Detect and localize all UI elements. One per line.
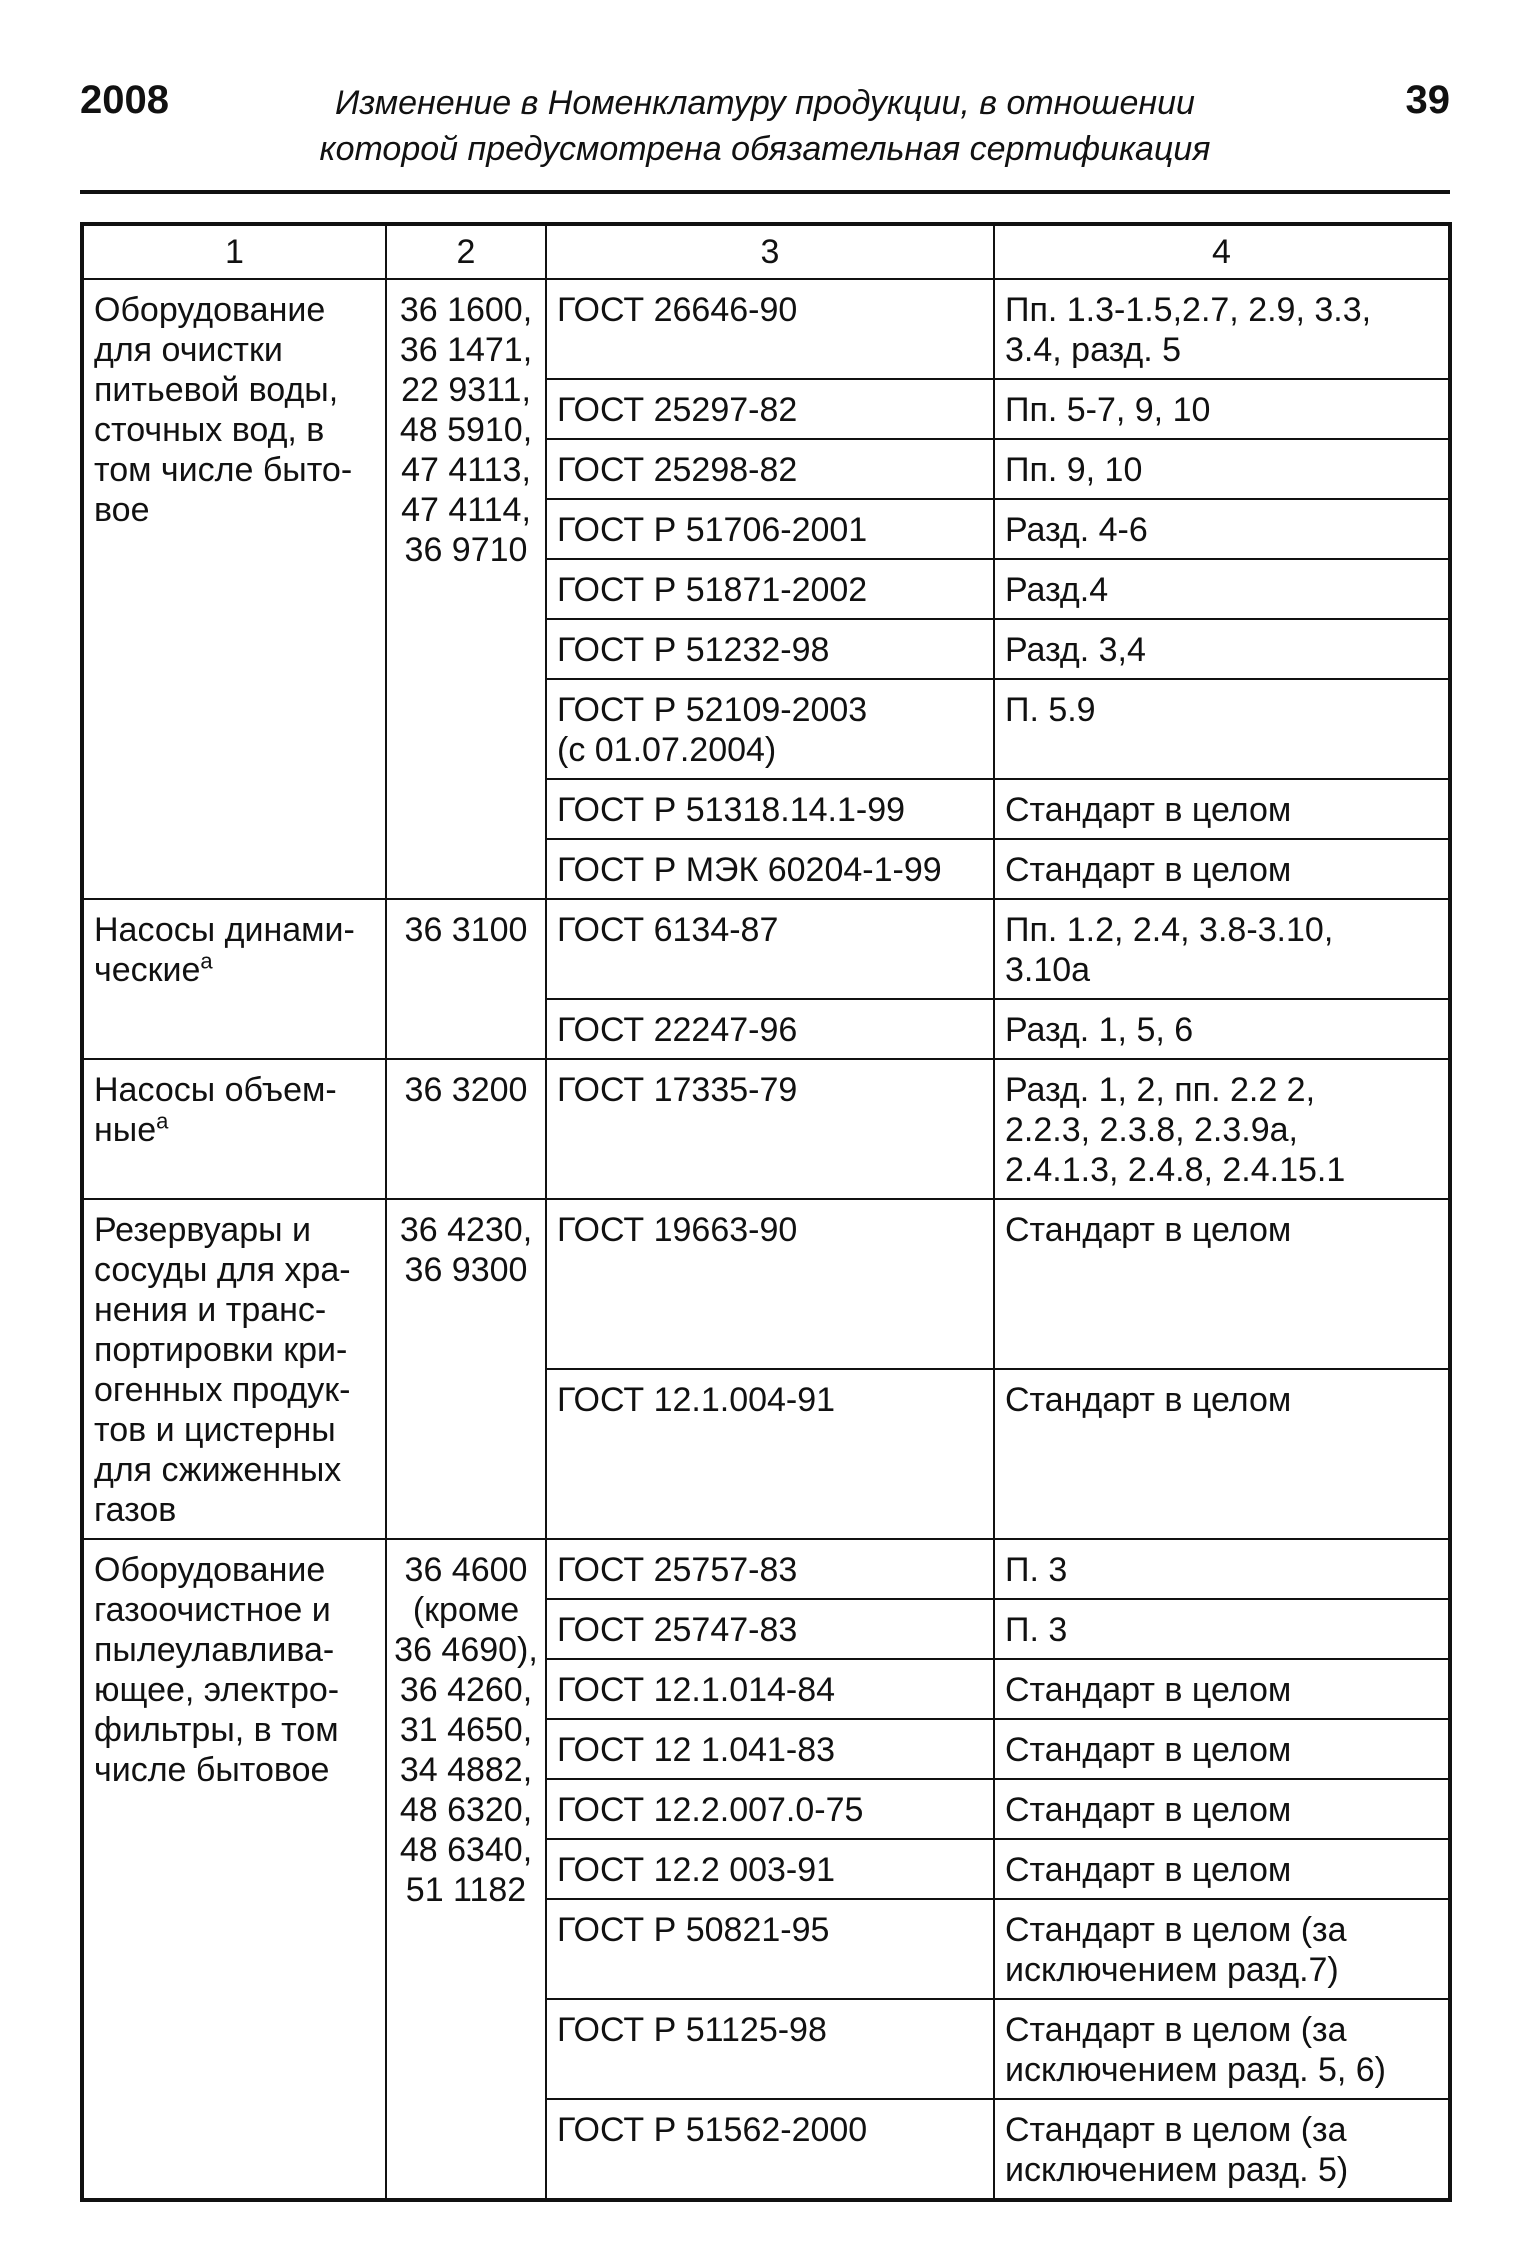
- sections-cell: [994, 779, 1450, 839]
- page-title: [200, 80, 1330, 172]
- product-name-cell-line: [94, 1450, 375, 1490]
- product-name-cell-text: фильтры, в том: [94, 1711, 339, 1749]
- standard-cell: [546, 679, 994, 779]
- product-code-cell-line: [391, 1870, 541, 1910]
- product-code-cell: [386, 1059, 546, 1199]
- standard-cell: [546, 1779, 994, 1839]
- certification-table: [80, 222, 1452, 2202]
- product-name-cell-line: [94, 1670, 375, 1710]
- table-row: [82, 1059, 1450, 1199]
- footnote-mark: а: [156, 1108, 169, 1134]
- standard-cell: [546, 779, 994, 839]
- product-code-cell-text: 36 1600,: [399, 291, 533, 329]
- standard-cell-line: [557, 390, 983, 430]
- product-code-cell-text: 36 4690),: [394, 1631, 538, 1669]
- standard-cell-line: [557, 850, 983, 890]
- year: 2008: [80, 78, 169, 122]
- standard-cell-line: [557, 1910, 983, 1950]
- product-code-cell-line: [391, 330, 541, 370]
- product-name-cell-line: [94, 1290, 375, 1330]
- sections-cell-text: Стандарт в целом (за: [1005, 1911, 1347, 1949]
- column-header: 3: [546, 224, 994, 279]
- product-name-cell: [82, 1539, 386, 2200]
- product-name-cell-line: [94, 1750, 375, 1790]
- sections-cell-line: [1005, 570, 1442, 610]
- sections-cell-text: Разд. 3,4: [1005, 631, 1146, 669]
- product-name-cell-text: том числе быто-: [94, 451, 353, 489]
- standard-cell: [546, 439, 994, 499]
- sections-cell-text: Стандарт в целом: [1005, 1731, 1292, 1769]
- sections-cell-text: 3.10а: [1005, 951, 1091, 989]
- sections-cell: [994, 1779, 1450, 1839]
- product-code-cell-text: (кроме: [412, 1591, 520, 1629]
- standard-cell-text: ГОСТ 12.2.007.0-75: [557, 1791, 864, 1829]
- product-name-cell-text: вое: [94, 491, 150, 529]
- sections-cell: [994, 999, 1450, 1059]
- standard-cell-text: ГОСТ Р 51871-2002: [557, 571, 868, 609]
- product-code-cell-line: [391, 1590, 541, 1630]
- standard-cell-line: [557, 570, 983, 610]
- sections-cell-text: Стандарт в целом (за: [1005, 2011, 1347, 2049]
- sections-cell-line: [1005, 1210, 1442, 1250]
- sections-cell: [994, 1599, 1450, 1659]
- standard-cell: [546, 1059, 994, 1199]
- product-name-cell-line: [94, 290, 375, 330]
- sections-cell-text: исключением разд.7): [1005, 1951, 1339, 1989]
- standard-cell-line: [557, 790, 983, 830]
- sections-cell-line: [1005, 1950, 1442, 1990]
- sections-cell-text: Стандарт в целом: [1005, 1851, 1292, 1889]
- sections-cell: [994, 439, 1450, 499]
- standard-cell-text: ГОСТ 22247-96: [557, 1011, 798, 1049]
- product-code-cell-text: 36 4230,: [399, 1211, 533, 1249]
- sections-cell: [994, 1839, 1450, 1899]
- sections-cell-line: [1005, 1070, 1442, 1110]
- standard-cell: [546, 2099, 994, 2200]
- product-name-cell-line: [94, 1250, 375, 1290]
- product-name-cell-text: для сжиженных: [94, 1451, 342, 1489]
- standard-cell-line: [557, 1380, 983, 1420]
- product-name-cell-line: [94, 910, 375, 950]
- product-name-cell-text: тов и цистерны: [94, 1411, 336, 1449]
- product-code-cell-text: 47 4114,: [401, 491, 531, 529]
- product-code-cell-text: 31 4650,: [399, 1711, 533, 1749]
- sections-cell-line: [1005, 330, 1442, 370]
- sections-cell-text: 3.4, разд. 5: [1005, 331, 1182, 369]
- standard-cell: [546, 1599, 994, 1659]
- column-header: 2: [386, 224, 546, 279]
- sections-cell-line: [1005, 1670, 1442, 1710]
- standard-cell: [546, 1999, 994, 2099]
- standard-cell: [546, 559, 994, 619]
- standard-cell-text: ГОСТ 25297-82: [557, 391, 798, 429]
- product-name-cell-text: огенных продук-: [94, 1371, 351, 1409]
- product-name-cell-line: [94, 410, 375, 450]
- sections-cell: [994, 839, 1450, 899]
- standard-cell: [546, 619, 994, 679]
- sections-cell-line: [1005, 2150, 1442, 2190]
- sections-cell-text: Стандарт в целом: [1005, 1671, 1292, 1709]
- sections-cell-text: П. 3: [1005, 1551, 1068, 1589]
- product-code-cell-text: 48 5910,: [399, 411, 533, 449]
- sections-cell: [994, 1059, 1450, 1199]
- sections-cell: [994, 899, 1450, 999]
- product-name-cell-line: [94, 1490, 375, 1530]
- sections-cell-line: [1005, 1790, 1442, 1830]
- product-name-cell-text: нения и транс-: [94, 1291, 327, 1329]
- standard-cell-text: ГОСТ 6134-87: [557, 911, 779, 949]
- product-name-cell-line: [94, 490, 375, 530]
- sections-cell: [994, 559, 1450, 619]
- product-name-cell-line: [94, 1550, 375, 1590]
- standard-cell-line: [557, 1010, 983, 1050]
- product-code-cell-text: 22 9311,: [401, 371, 531, 409]
- sections-cell-text: Разд.4: [1005, 571, 1109, 609]
- product-name-cell-line: [94, 1210, 375, 1250]
- product-code-cell-line: [391, 370, 541, 410]
- standard-cell-line: [557, 1210, 983, 1250]
- sections-cell-text: исключением разд. 5): [1005, 2151, 1349, 2189]
- sections-cell-line: [1005, 950, 1442, 990]
- sections-cell-text: исключением разд. 5, 6): [1005, 2051, 1387, 2089]
- product-code-cell-text: 48 6320,: [399, 1791, 533, 1829]
- sections-cell-line: [1005, 1730, 1442, 1770]
- sections-cell-text: Разд. 4-6: [1005, 511, 1148, 549]
- product-name-cell-line: [94, 1410, 375, 1450]
- sections-cell-line: [1005, 1550, 1442, 1590]
- product-code-cell-text: 47 4113,: [401, 451, 531, 489]
- title-line: которой предусмотрена обязательная сертификация: [319, 130, 1211, 168]
- standard-cell-line: [557, 910, 983, 950]
- sections-cell: [994, 379, 1450, 439]
- sections-cell: [994, 1719, 1450, 1779]
- sections-cell: [994, 1199, 1450, 1369]
- sections-cell-text: Пп. 1.3-1.5,2.7, 2.9, 3.3,: [1005, 291, 1372, 329]
- sections-cell-line: [1005, 2010, 1442, 2050]
- product-name-cell-text: для очистки: [94, 331, 283, 369]
- sections-cell: [994, 499, 1450, 559]
- sections-cell-text: Разд. 1, 5, 6: [1005, 1011, 1194, 1049]
- product-code-cell-text: 51 1182: [405, 1871, 527, 1909]
- sections-cell-line: [1005, 1010, 1442, 1050]
- product-name-cell-text: газов: [94, 1491, 177, 1529]
- product-code-cell-line: [391, 1670, 541, 1710]
- sections-cell-text: П. 3: [1005, 1611, 1068, 1649]
- product-name-cell-text: Насосы динами-: [94, 911, 355, 949]
- column-header: 1: [82, 224, 386, 279]
- sections-cell: [994, 1369, 1450, 1539]
- standard-cell: [546, 839, 994, 899]
- sections-cell: [994, 2099, 1450, 2200]
- standard-cell: [546, 499, 994, 559]
- standard-cell-line: [557, 1790, 983, 1830]
- product-name-cell-text: Оборудование: [94, 291, 326, 329]
- sections-cell: [994, 279, 1450, 379]
- product-code-cell-text: 36 4600: [404, 1551, 528, 1589]
- standard-cell: [546, 1539, 994, 1599]
- product-name-cell-text: ные: [94, 1111, 157, 1149]
- product-code-cell-text: 36 3100: [404, 911, 528, 949]
- product-code-cell-line: [391, 450, 541, 490]
- standard-cell: [546, 1369, 994, 1539]
- sections-cell-line: [1005, 630, 1442, 670]
- standard-cell: [546, 999, 994, 1059]
- product-name-cell-text: газоочистное и: [94, 1591, 331, 1629]
- title-line: Изменение в Номенклатуру продукции, в отношении: [335, 84, 1195, 122]
- product-name-cell-text: питьевой воды,: [94, 371, 339, 409]
- product-code-cell-line: [391, 530, 541, 570]
- product-name-cell-line: [94, 330, 375, 370]
- sections-cell-line: [1005, 390, 1442, 430]
- standard-cell-line: [557, 290, 983, 330]
- standard-cell-line: [557, 510, 983, 550]
- standard-cell-line: [557, 1670, 983, 1710]
- product-code-cell-text: 36 4260,: [399, 1671, 533, 1709]
- product-name-cell-text: Насосы объем-: [94, 1071, 337, 1109]
- standard-cell-line: [557, 1730, 983, 1770]
- standard-cell: [546, 1659, 994, 1719]
- product-code-cell-line: [391, 1550, 541, 1590]
- product-code-cell: [386, 279, 546, 899]
- sections-cell-text: Пп. 9, 10: [1005, 451, 1143, 489]
- standard-cell: [546, 1899, 994, 1999]
- table-body: [82, 279, 1450, 2200]
- sections-cell-text: Разд. 1, 2, пп. 2.2 2,: [1005, 1071, 1316, 1109]
- product-code-cell-line: [391, 1630, 541, 1670]
- page-number: 39: [1405, 78, 1450, 122]
- product-code-cell-line: [391, 1250, 541, 1290]
- product-name-cell-text: числе бытовое: [94, 1751, 330, 1789]
- sections-cell-text: Стандарт в целом: [1005, 851, 1292, 889]
- standard-cell-line: [557, 730, 983, 770]
- standard-cell-text: ГОСТ Р 51706-2001: [557, 511, 868, 549]
- standard-cell-text: ГОСТ Р 51232-98: [557, 631, 830, 669]
- sections-cell-line: [1005, 2050, 1442, 2090]
- sections-cell-text: Стандарт в целом: [1005, 1791, 1292, 1829]
- sections-cell-text: Стандарт в целом (за: [1005, 2111, 1347, 2149]
- standard-cell-text: ГОСТ Р 52109-2003: [557, 691, 868, 729]
- product-name-cell-text: портировки кри-: [94, 1331, 348, 1369]
- page-header: [80, 78, 1450, 194]
- standard-cell-text: ГОСТ Р 51318.14.1-99: [557, 791, 906, 829]
- product-name-cell-line: [94, 450, 375, 490]
- standard-cell-line: [557, 1070, 983, 1110]
- standard-cell-text: ГОСТ 19663-90: [557, 1211, 798, 1249]
- table-row: [82, 1199, 1450, 1369]
- standard-cell-text: ГОСТ 12.2 003-91: [557, 1851, 836, 1889]
- standard-cell-line: [557, 1550, 983, 1590]
- product-name-cell-line: [94, 1070, 375, 1110]
- sections-cell-line: [1005, 290, 1442, 330]
- sections-cell: [994, 1659, 1450, 1719]
- product-code-cell-text: 36 1471,: [399, 331, 533, 369]
- sections-cell-line: [1005, 2110, 1442, 2150]
- sections-cell-line: [1005, 1150, 1442, 1190]
- table-row: [82, 899, 1450, 999]
- product-code-cell-line: [391, 910, 541, 950]
- product-code-cell-text: 36 9710: [404, 531, 528, 569]
- column-header: 4: [994, 224, 1450, 279]
- sections-cell-text: Стандарт в целом: [1005, 1381, 1292, 1419]
- standard-cell-text: ГОСТ 25757-83: [557, 1551, 798, 1589]
- product-code-cell-line: [391, 1790, 541, 1830]
- product-code-cell-line: [391, 1750, 541, 1790]
- product-code-cell-line: [391, 490, 541, 530]
- product-name-cell-line: [94, 1330, 375, 1370]
- standard-cell-line: [557, 2110, 983, 2150]
- product-code-cell-line: [391, 1210, 541, 1250]
- standard-cell: [546, 1199, 994, 1369]
- product-code-cell-text: 34 4882,: [399, 1751, 533, 1789]
- product-name-cell-line: [94, 1370, 375, 1410]
- standard-cell: [546, 1719, 994, 1779]
- standard-cell-text: ГОСТ Р МЭК 60204-1-99: [557, 851, 942, 889]
- sections-cell-text: Стандарт в целом: [1005, 791, 1292, 829]
- sections-cell-line: [1005, 790, 1442, 830]
- standard-cell-line: [557, 2010, 983, 2050]
- sections-cell-line: [1005, 510, 1442, 550]
- product-code-cell: [386, 899, 546, 1059]
- sections-cell: [994, 679, 1450, 779]
- product-name-cell: [82, 279, 386, 899]
- standard-cell-line: [557, 1610, 983, 1650]
- product-name-cell-line: [94, 1590, 375, 1630]
- header-row: [82, 224, 1450, 279]
- table-row: [82, 1539, 1450, 1599]
- sections-cell-text: Стандарт в целом: [1005, 1211, 1292, 1249]
- product-name-cell-line: [94, 370, 375, 410]
- product-code-cell-line: [391, 1710, 541, 1750]
- product-name-cell-line: [94, 1630, 375, 1670]
- standard-cell-text: ГОСТ 25747-83: [557, 1611, 798, 1649]
- product-code-cell-text: 36 9300: [404, 1251, 528, 1289]
- product-name-cell: [82, 899, 386, 1059]
- standard-cell-text: ГОСТ Р 51562-2000: [557, 2111, 868, 2149]
- standard-cell-text: (с 01.07.2004): [557, 731, 777, 769]
- product-name-cell-text: пылеулавлива-: [94, 1631, 335, 1669]
- product-code-cell: [386, 1199, 546, 1539]
- standard-cell: [546, 279, 994, 379]
- product-name-cell-line: [94, 950, 375, 990]
- standard-cell-text: ГОСТ 12 1.041-83: [557, 1731, 836, 1769]
- sections-cell-line: [1005, 910, 1442, 950]
- sections-cell-text: П. 5.9: [1005, 691, 1096, 729]
- standard-cell-line: [557, 450, 983, 490]
- standard-cell-text: ГОСТ 26646-90: [557, 291, 798, 329]
- footnote-mark: а: [200, 948, 213, 974]
- product-code-cell-line: [391, 1070, 541, 1110]
- product-code-cell-line: [391, 410, 541, 450]
- product-code-cell-line: [391, 290, 541, 330]
- product-name-cell-text: Резервуары и: [94, 1211, 311, 1249]
- product-name-cell: [82, 1059, 386, 1199]
- standard-cell-line: [557, 630, 983, 670]
- sections-cell-text: Пп. 5-7, 9, 10: [1005, 391, 1211, 429]
- sections-cell: [994, 1539, 1450, 1599]
- standard-cell-line: [557, 690, 983, 730]
- standard-cell-text: ГОСТ 17335-79: [557, 1071, 798, 1109]
- sections-cell-text: 2.4.1.3, 2.4.8, 2.4.15.1: [1005, 1151, 1346, 1189]
- sections-cell: [994, 1899, 1450, 1999]
- product-code-cell-line: [391, 1830, 541, 1870]
- product-code-cell-text: 36 3200: [404, 1071, 528, 1109]
- sections-cell-line: [1005, 450, 1442, 490]
- sections-cell-line: [1005, 1110, 1442, 1150]
- sections-cell-text: 2.2.3, 2.3.8, 2.3.9а,: [1005, 1111, 1299, 1149]
- product-name-cell-line: [94, 1710, 375, 1750]
- product-code-cell-text: 48 6340,: [399, 1831, 533, 1869]
- product-code-cell: [386, 1539, 546, 2200]
- product-name-cell-text: ческие: [94, 951, 201, 989]
- product-name-cell-text: сосуды для хра-: [94, 1251, 351, 1289]
- sections-cell-line: [1005, 690, 1442, 730]
- sections-cell-line: [1005, 1380, 1442, 1420]
- standard-cell-line: [557, 1850, 983, 1890]
- sections-cell: [994, 619, 1450, 679]
- product-name-cell-text: ющее, электро-: [94, 1671, 340, 1709]
- sections-cell-text: Пп. 1.2, 2.4, 3.8-3.10,: [1005, 911, 1334, 949]
- sections-cell-line: [1005, 1610, 1442, 1650]
- standard-cell: [546, 899, 994, 999]
- standard-cell-text: ГОСТ 12.1.004-91: [557, 1381, 836, 1419]
- table-header: [82, 224, 1450, 279]
- sections-cell-line: [1005, 850, 1442, 890]
- standard-cell-text: ГОСТ Р 51125-98: [557, 2011, 827, 2049]
- standard-cell-text: ГОСТ 12.1.014-84: [557, 1671, 836, 1709]
- sections-cell: [994, 1999, 1450, 2099]
- product-name-cell-text: Оборудование: [94, 1551, 326, 1589]
- standard-cell-text: ГОСТ Р 50821-95: [557, 1911, 830, 1949]
- sections-cell-line: [1005, 1850, 1442, 1890]
- sections-cell-line: [1005, 1910, 1442, 1950]
- product-name-cell: [82, 1199, 386, 1539]
- standard-cell: [546, 379, 994, 439]
- standard-cell-text: ГОСТ 25298-82: [557, 451, 798, 489]
- product-name-cell-line: [94, 1110, 375, 1150]
- standard-cell: [546, 1839, 994, 1899]
- product-name-cell-text: сточных вод, в: [94, 411, 325, 449]
- table-row: [82, 279, 1450, 379]
